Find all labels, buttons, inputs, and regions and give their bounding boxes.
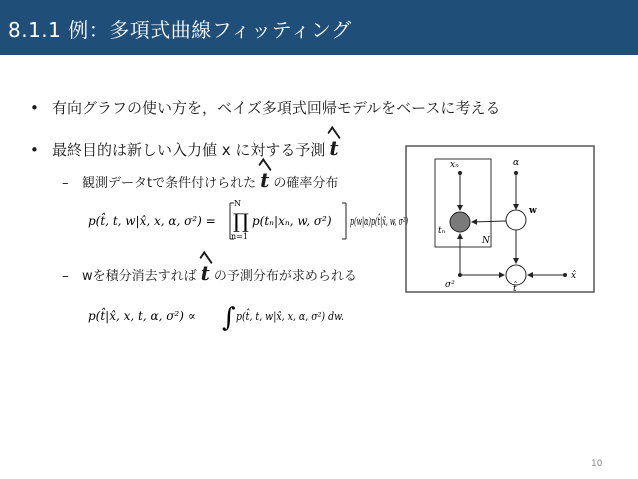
- bullet-2-text: 最終目的は新しい入力値 x に対する予測: [52, 141, 326, 159]
- node-tn-observed: [450, 212, 470, 232]
- node-xhat: [563, 273, 567, 277]
- eq2-rhs: p(t̂, t, w|x̂, x, α, σ²) dw.: [236, 310, 363, 323]
- edge-w-tn: [472, 221, 506, 222]
- bullet-dot: •: [30, 99, 39, 117]
- node-xn: [458, 171, 462, 175]
- bullet-1-text: 有向グラフの使い方を，ベイズ多項式回帰モデルをベースに考える: [52, 99, 501, 117]
- label-xhat: x̂: [571, 271, 577, 281]
- label-sigma2: σ²: [445, 280, 455, 290]
- node-alpha: [514, 171, 518, 175]
- label-alpha: α: [513, 158, 520, 168]
- node-sigma2: [458, 273, 462, 277]
- page-number: 10: [591, 459, 603, 469]
- bullet-2: [30, 138, 343, 160]
- bullet-dot: •: [30, 141, 39, 159]
- equation-joint: [88, 195, 451, 245]
- equation-predictive: [88, 296, 363, 336]
- sub-dash: –: [62, 269, 69, 284]
- diagram-frame: [406, 146, 594, 292]
- subbullet-1: [62, 170, 338, 191]
- eq2-integral: ∫: [222, 303, 236, 333]
- subbullet-1-text-before: 観測データtで条件付けられた: [82, 176, 257, 191]
- eq2-lhs: p(t̂|x̂, x, t, α, σ²) ∝: [88, 309, 196, 323]
- eq1-term1: p(tₙ|xₙ, w, σ²): [252, 214, 332, 228]
- t-hat-symbol: t: [329, 136, 339, 160]
- sub-dash: –: [62, 176, 69, 191]
- label-xn: xₙ: [450, 160, 459, 170]
- title-bar: [0, 0, 638, 55]
- eq1-product: ∏: [233, 209, 249, 233]
- node-that: [506, 265, 526, 285]
- subbullet-2: [62, 263, 357, 284]
- label-w: w: [529, 206, 537, 216]
- subbullet-2-text-after: の予測分布が求められる: [213, 269, 357, 284]
- node-w: [506, 210, 526, 230]
- plate-label-n: N: [482, 236, 490, 246]
- slide-title: 8.1.1 例：多項式曲線フィッティング: [8, 18, 352, 42]
- eq1-lhs: p(t̂, t, w|x̂, x, α, σ²) =: [88, 214, 216, 228]
- label-tn: tₙ: [438, 226, 446, 236]
- t-hat-symbol: t: [260, 168, 270, 192]
- t-hat-symbol: t: [200, 261, 210, 285]
- graphical-model: [405, 145, 595, 293]
- eq1-upper: N: [234, 199, 241, 208]
- bullet-1: [30, 97, 500, 118]
- subbullet-1-text-after: の確率分布: [273, 176, 339, 191]
- eq1-rhs: p(w|α)p(t̂|x̂, w, σ²): [350, 215, 451, 228]
- eq1-lower: n=1: [231, 232, 248, 241]
- label-that: t̂: [513, 284, 517, 294]
- subbullet-2-text-before: wを積分消去すれば: [82, 269, 197, 284]
